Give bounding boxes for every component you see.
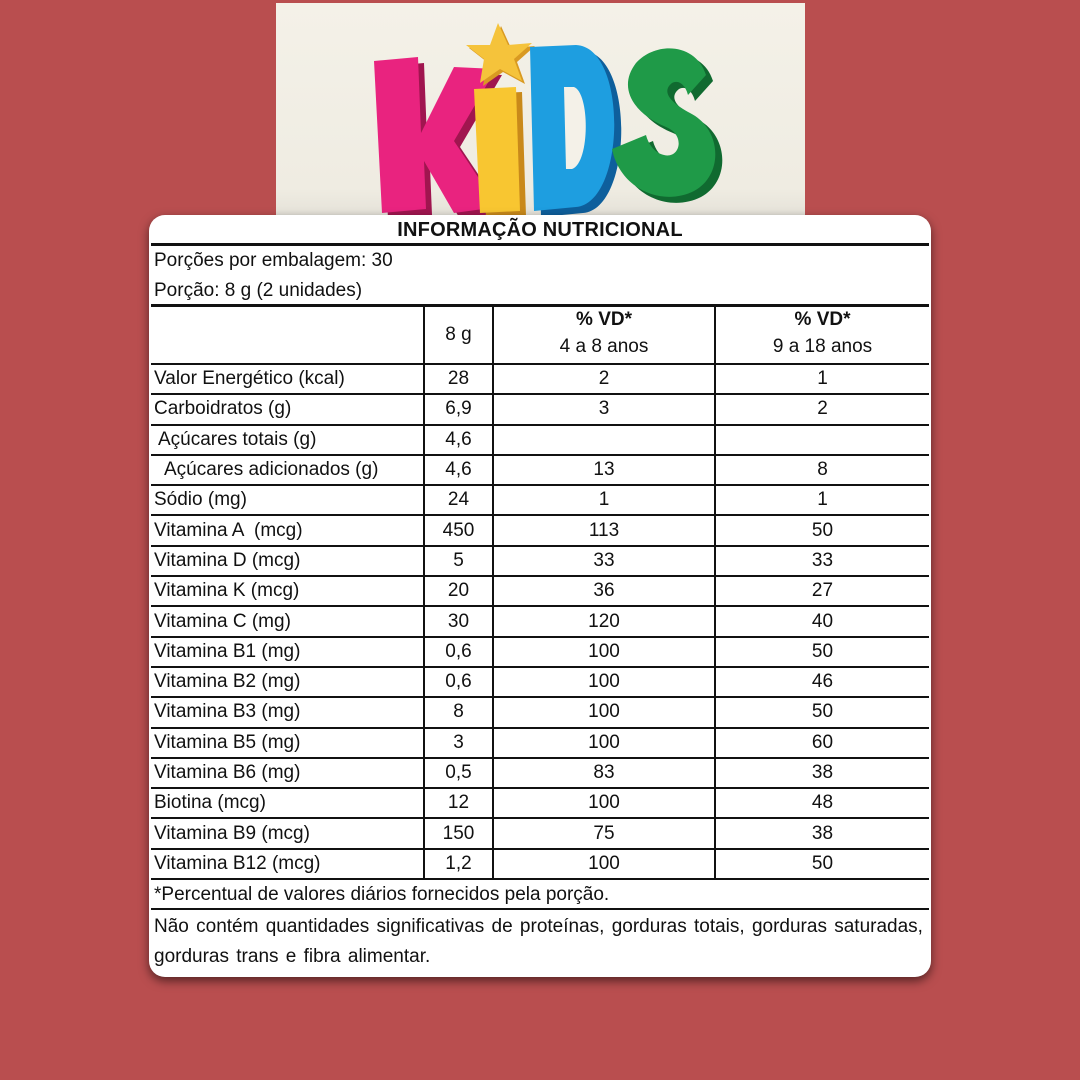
nutrient-name: Vitamina B12 (mcg) [151,849,424,879]
table-row [151,788,929,818]
vd-title: % VD* [576,309,632,330]
vd-9-18-value: 38 [715,818,929,848]
nutrient-amount: 4,6 [424,455,493,485]
nutrient-amount: 30 [424,606,493,636]
nutrient-amount: 6,9 [424,394,493,424]
vd-9-18-value: 50 [715,515,929,545]
vd-9-18-value: 8 [715,455,929,485]
logo-letter-i [474,87,526,218]
logo-letter-s [612,48,722,202]
vd-9-18-value: 1 [715,485,929,515]
vd-9-18-value: 27 [715,576,929,606]
nutrient-amount: 5 [424,546,493,576]
disclaimer-text: Não contém quantidades significativas de proteínas, gorduras totais, gorduras saturadas, gorduras trans e fibra alimentar. [154,916,923,968]
nutrient-name: Biotina (mcg) [151,788,424,818]
table-row [151,485,929,515]
vd-4-8-value: 100 [493,849,715,879]
table-row [151,546,929,576]
vd-group-label: 9 a 18 anos [772,336,873,357]
table-row [151,758,929,788]
nutrient-amount: 12 [424,788,493,818]
nutrition-table [151,307,929,880]
nutrient-amount: 1,2 [424,849,493,879]
nutrient-amount: 0,6 [424,667,493,697]
nutrient-amount: 0,6 [424,637,493,667]
nutrient-name: Vitamina B1 (mg) [151,637,424,667]
vd-9-18-value: 1 [715,364,929,394]
vd-4-8-value: 100 [493,667,715,697]
servings-per-package: Porções por embalagem: 30 [154,250,393,271]
table-row [151,606,929,636]
vd-4-8-value [493,425,715,455]
table-row [151,364,929,394]
nutrient-name: Açúcares totais (g) [151,425,424,455]
vd-footnote: *Percentual de valores diários fornecidos pela porção. [151,880,929,910]
nutrient-name: Vitamina A (mcg) [151,515,424,545]
vd-9-18-value: 50 [715,697,929,727]
vd-9-18-value [715,425,929,455]
table-row [151,818,929,848]
vd-9-18-value: 38 [715,758,929,788]
table-row [151,728,929,758]
table-row [151,849,929,879]
nutrient-amount: 28 [424,364,493,394]
logo-letter-d [530,45,621,217]
table-row [151,515,929,545]
nutrient-name: Valor Energético (kcal) [151,364,424,394]
nutrient-name: Vitamina C (mg) [151,606,424,636]
vd-4-8-value: 3 [493,394,715,424]
vd-4-8-value: 83 [493,758,715,788]
table-row [151,394,929,424]
vd-9-18-value: 50 [715,849,929,879]
vd-4-8-value: 75 [493,818,715,848]
vd-9-18-value: 60 [715,728,929,758]
nutrient-amount: 150 [424,818,493,848]
vd-9-18-value: 48 [715,788,929,818]
header-vd-4-8 [493,307,715,364]
nutrient-name: Sódio (mg) [151,485,424,515]
header-vd-9-18 [715,307,929,364]
vd-4-8-value: 100 [493,637,715,667]
vd-9-18-value: 33 [715,546,929,576]
nutrient-amount: 4,6 [424,425,493,455]
nutrient-amount: 20 [424,576,493,606]
table-row [151,697,929,727]
vd-4-8-value: 100 [493,788,715,818]
vd-title: % VD* [794,309,851,330]
nutrient-amount: 450 [424,515,493,545]
nutrient-amount: 8 [424,697,493,727]
table-row [151,425,929,455]
header-nutrient [151,307,424,364]
nutrient-name: Vitamina D (mcg) [151,546,424,576]
vd-4-8-value: 1 [493,485,715,515]
nutrient-amount: 0,5 [424,758,493,788]
table-row [151,637,929,667]
nutrient-amount: 3 [424,728,493,758]
table-row [151,667,929,697]
header-amount: 8 g [424,307,493,364]
nutrient-name: Vitamina B2 (mg) [151,667,424,697]
vd-9-18-value: 40 [715,606,929,636]
vd-4-8-value: 13 [493,455,715,485]
nutrient-name: Açúcares adicionados (g) [151,455,424,485]
table-header-row [151,307,929,364]
nutrient-name: Vitamina B5 (mg) [151,728,424,758]
vd-4-8-value: 100 [493,697,715,727]
label-title: INFORMAÇÃO NUTRICIONAL [151,215,929,246]
vd-group-label: 4 a 8 anos [559,336,649,357]
nutrient-amount: 24 [424,485,493,515]
vd-9-18-value: 2 [715,394,929,424]
vd-4-8-value: 2 [493,364,715,394]
nutrient-name: Vitamina B6 (mg) [151,758,424,788]
nutrient-name: Carboidratos (g) [151,394,424,424]
vd-4-8-value: 113 [493,515,715,545]
nutrient-name: Vitamina B3 (mg) [151,697,424,727]
vd-4-8-value: 100 [493,728,715,758]
kids-logo [276,3,805,235]
vd-9-18-value: 50 [715,637,929,667]
serving-size: Porção: 8 g (2 unidades) [151,276,929,307]
vd-4-8-value: 33 [493,546,715,576]
table-row [151,576,929,606]
nutrition-facts-label [149,215,931,977]
vd-9-18-value: 46 [715,667,929,697]
nutrient-name: Vitamina B9 (mcg) [151,818,424,848]
table-row [151,455,929,485]
brand-logo-panel [276,3,805,235]
vd-4-8-value: 36 [493,576,715,606]
vd-4-8-value: 120 [493,606,715,636]
nutrient-name: Vitamina K (mcg) [151,576,424,606]
